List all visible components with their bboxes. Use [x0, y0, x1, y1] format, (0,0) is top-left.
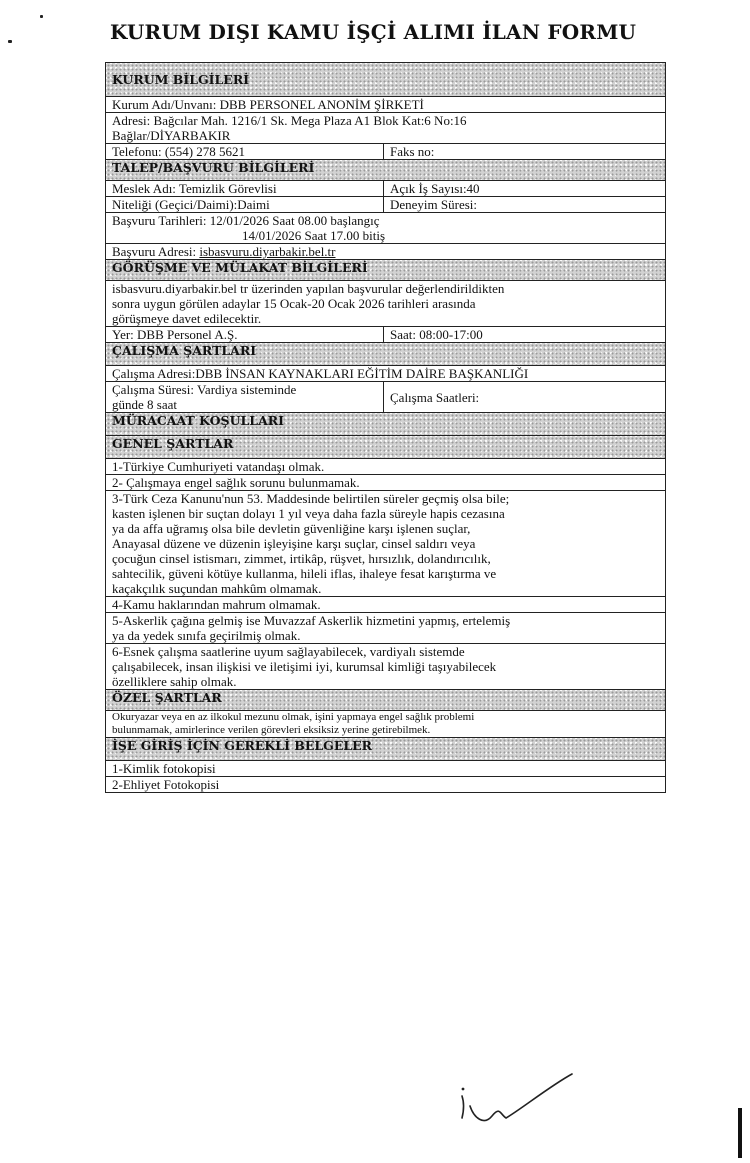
niteligi: Niteliği (Geçici/Daimi):Daimi	[106, 197, 384, 213]
genel-sart-line: özelliklere sahip olmak.	[112, 674, 237, 689]
calisma-suresi-line2: günde 8 saat	[112, 397, 177, 412]
genel-sart-5	[106, 613, 666, 644]
section-header-ozel: ÖZEL ŞARTLAR	[106, 690, 666, 711]
gorusme-yer: Yer: DBB Personel A.Ş.	[106, 327, 384, 343]
basvuru-link[interactable]: isbasvuru.diyarbakir.bel.tr	[199, 244, 336, 259]
basvuru-tarihleri	[106, 213, 666, 244]
ozel-sartlar	[106, 711, 666, 738]
genel-sart-2	[106, 475, 666, 491]
signature	[440, 1070, 580, 1140]
ozel-sart-line: Okuryazar veya en az ilkokul mezunu olmak, işini yapmaya engel sağlık problemi	[112, 711, 475, 723]
application-form-table	[105, 62, 666, 793]
genel-sart-line: 4-Kamu haklarından mahrum olmamak.	[112, 597, 321, 612]
genel-sart-line: 3-Türk Ceza Kanunu'nun 53. Maddesinde belirtilen süreler geçmiş olsa bile;	[112, 491, 510, 506]
belge-2: 2-Ehliyet Fotokopisi	[106, 777, 666, 793]
section-header-gorusme: GÖRÜŞME VE MÜLAKAT BİLGİLERİ	[106, 260, 666, 281]
genel-sart-line: 6-Esnek çalışma saatlerine uyum sağlayabilecek, vardiyalı sistemde	[112, 644, 465, 659]
kurum-adi: Kurum Adı/Unvanı: DBB PERSONEL ANONİM ŞİRKETİ	[106, 97, 666, 113]
genel-sart-line: 1-Türkiye Cumhuriyeti vatandaşı olmak.	[112, 459, 325, 474]
gorusme-saat: Saat: 08:00-17:00	[384, 327, 666, 343]
basvuru-tarih-bitis: 14/01/2026 Saat 17.00 bitiş	[242, 228, 385, 243]
genel-sart-line: Anayasal düzene ve düzenin işleyişine karşı suçlar, cinsel saldırı veya	[112, 536, 476, 551]
acik-is-sayisi: Açık İş Sayısı:40	[384, 181, 666, 197]
belge-1: 1-Kimlik fotokopisi	[106, 761, 666, 777]
gorusme-line: görüşmeye davet edilecektir.	[112, 311, 262, 326]
scan-speck	[40, 15, 43, 18]
scan-speck	[8, 40, 12, 43]
genel-sart-line: sahtecilik, güveni kötüye kullanma, hileli iflas, ihaleye fesat karıştırma ve	[112, 566, 497, 581]
meslek-adi: Meslek Adı: Temizlik Görevlisi	[106, 181, 384, 197]
kurum-adres-line1: Adresi: Bağcılar Mah. 1216/1 Sk. Mega Plaza A1 Blok Kat:6 No:16	[112, 113, 467, 128]
kurum-adres	[106, 113, 666, 144]
kurum-telefon: Telefonu: (554) 278 5621	[106, 144, 384, 160]
gorusme-line: sonra uygun görülen adaylar 15 Ocak-20 Ocak 2026 tarihleri arasında	[112, 296, 476, 311]
section-header-talep: TALEP/BAŞVURU BİLGİLERİ	[106, 160, 666, 181]
deneyim-suresi: Deneyim Süresi:	[384, 197, 666, 213]
basvuru-adresi-label: Başvuru Adresi:	[112, 244, 200, 259]
genel-sart-4	[106, 597, 666, 613]
kurum-adres-line2: Bağlar/DİYARBAKIR	[112, 128, 231, 143]
gorusme-line: isbasvuru.diyarbakir.bel tr üzerinden yapılan başvurular değerlendirildikten	[112, 281, 505, 296]
section-header-kurum: KURUM BİLGİLERİ	[106, 63, 666, 97]
calisma-saatleri: Çalışma Saatleri:	[384, 382, 666, 413]
calisma-suresi	[106, 382, 384, 413]
calisma-adresi: Çalışma Adresi:DBB İNSAN KAYNAKLARI EĞİTİM DAİRE BAŞKANLIĞI	[106, 366, 666, 382]
genel-sart-line: çocuğun cinsel istismarı, zimmet, irtikâp, rüşvet, hırsızlık, dolandırıcılık,	[112, 551, 491, 566]
basvuru-adresi	[106, 244, 666, 260]
ozel-sart-line: bulunmamak, amirlerince verilen görevleri eksiksiz yerine getirebilmek.	[112, 724, 431, 736]
genel-sart-line: kaçakçılık suçundan mahkûm olmamak.	[112, 581, 322, 596]
section-header-calisma: ÇALIŞMA ŞARTLARI	[106, 343, 666, 366]
gorusme-aciklama	[106, 281, 666, 327]
calisma-suresi-line1: Çalışma Süresi: Vardiya sisteminde	[112, 382, 297, 397]
genel-sart-line: 5-Askerlik çağına gelmiş ise Muvazzaf Askerlik hizmetini yapmış, ertelemiş	[112, 613, 511, 628]
genel-sart-line: 2- Çalışmaya engel sağlık sorunu bulunmamak.	[112, 475, 360, 490]
basvuru-tarih-baslangic: Başvuru Tarihleri: 12/01/2026 Saat 08.00 başlangıç	[112, 213, 380, 228]
genel-sart-6	[106, 644, 666, 690]
genel-sart-line: kasten işlenen bir suçtan dolayı 1 yıl veya daha fazla süreyle hapis cezasına	[112, 506, 505, 521]
section-header-belgeler: İŞE GİRİŞ İÇİN GEREKLİ BELGELER	[106, 738, 666, 761]
section-header-genel: GENEL ŞARTLAR	[106, 436, 666, 459]
form-title: KURUM DIŞI KAMU İŞÇİ ALIMI İLAN FORMU	[110, 20, 637, 44]
scan-edge-mark	[738, 1108, 742, 1158]
genel-sart-3	[106, 491, 666, 597]
genel-sart-line: ya da affa uğramış olsa bile devletin güvenliğine karşı işlenen suçlar,	[112, 521, 471, 536]
section-header-muracaat: MÜRACAAT KOŞULLARI	[106, 413, 666, 436]
genel-sart-line: ya da yedek sınıfa geçirilmiş olmak.	[112, 628, 301, 643]
genel-sart-1	[106, 459, 666, 475]
genel-sart-line: çalışabilecek, insan ilişkisi ve iletişimi iyi, kurumsal kimliği taşıyabilecek	[112, 659, 497, 674]
kurum-faks: Faks no:	[384, 144, 666, 160]
